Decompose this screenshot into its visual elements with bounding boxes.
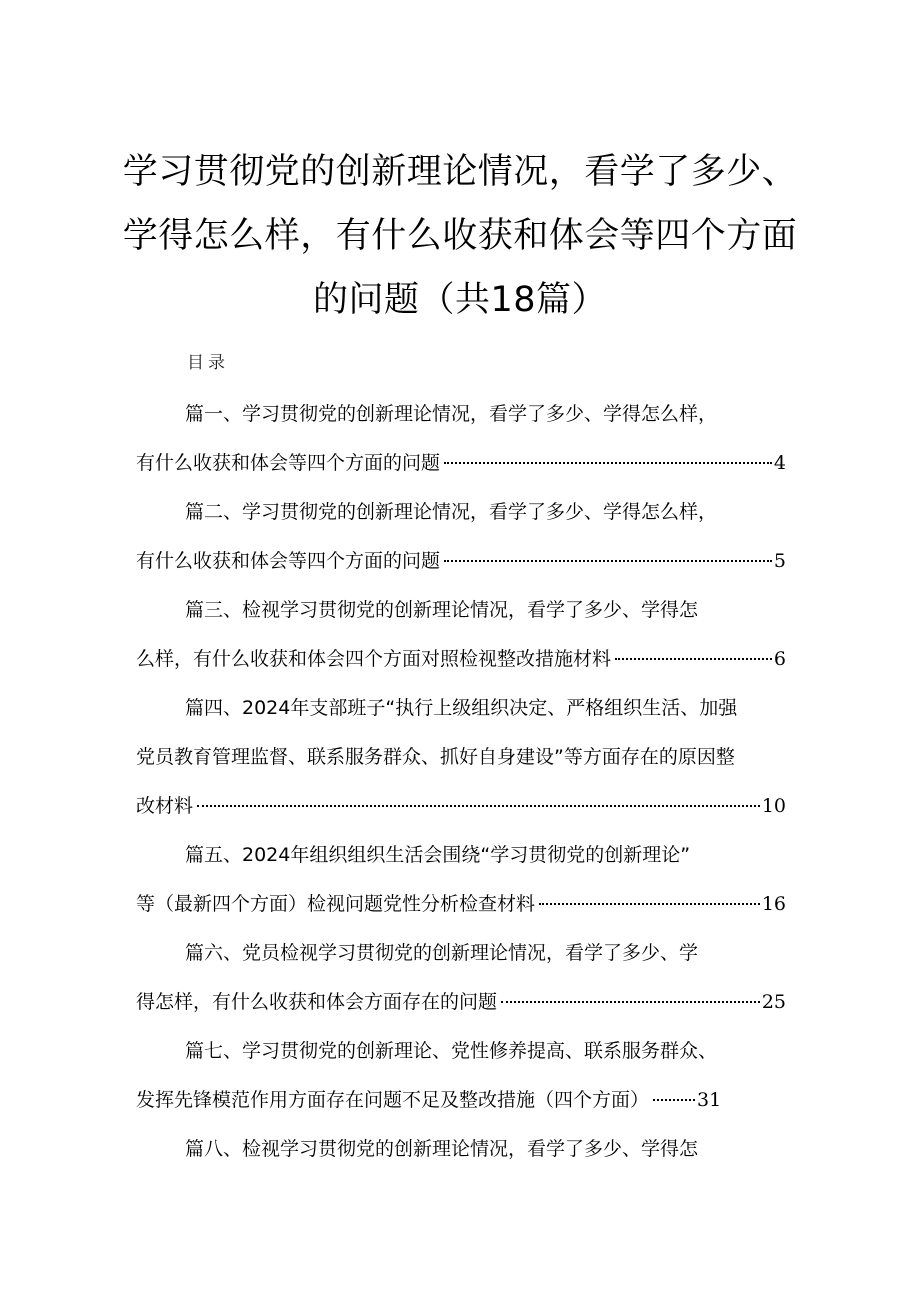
toc-dot-leader	[444, 560, 772, 562]
toc-entry[interactable]	[136, 929, 786, 1027]
toc-page-number: 16	[761, 893, 786, 915]
toc-entry-text: 篇八、检视学习贯彻党的创新理论情况，看学了多少、学得怎	[185, 1138, 699, 1160]
toc-label: 目录	[187, 353, 229, 373]
toc-dot-leader	[444, 462, 772, 464]
toc-entry[interactable]	[136, 1027, 786, 1125]
toc-page-number: 10	[761, 795, 786, 817]
toc-entry-text: 篇七、学习贯彻党的创新理论、党性修养提高、联系服务群众、	[185, 1040, 718, 1062]
toc-entry[interactable]	[136, 390, 786, 488]
toc-entry-text: 篇三、检视学习贯彻党的创新理论情况，看学了多少、学得怎	[185, 599, 699, 621]
toc-entry-text: 么样，有什么收获和体会四个方面对照检视整改措施材料	[136, 648, 612, 670]
toc-entry[interactable]	[136, 684, 786, 831]
toc-entry-text: 发挥先锋模范作用方面存在问题不足及整改措施（四个方面）	[136, 1089, 650, 1111]
toc-entry-text: 得怎样，有什么收获和体会方面存在的问题	[136, 991, 498, 1013]
title-line-3: 的问题（共18篇）	[312, 280, 608, 320]
toc-entry[interactable]	[136, 586, 786, 684]
toc-entry-text: 篇五、2024年组织组织生活会围绕“学习贯彻党的创新理论”	[185, 844, 691, 866]
toc-dot-leader	[539, 903, 760, 905]
toc-dot-leader	[501, 1001, 760, 1003]
toc-entry-text: 改材料	[136, 795, 194, 817]
toc-page-number: 31	[697, 1089, 722, 1111]
document-title	[60, 140, 860, 332]
title-line-1: 学习贯彻党的创新理论情况，看学了多少、	[122, 152, 798, 192]
table-of-contents	[136, 390, 786, 1174]
toc-entry-text: 篇一、学习贯彻党的创新理论情况，看学了多少、学得怎么样，	[185, 403, 718, 425]
toc-entry-text: 篇六、党员检视学习贯彻党的创新理论情况，看学了多少、学	[185, 942, 699, 964]
toc-page-number: 6	[773, 648, 786, 670]
toc-entry[interactable]	[136, 488, 786, 586]
toc-entry-text: 等（最新四个方面）检视问题党性分析检查材料	[136, 893, 536, 915]
toc-page-number: 5	[773, 550, 786, 572]
toc-page-number: 4	[773, 452, 786, 474]
title-line-2: 学得怎么样，有什么收获和体会等四个方面	[122, 216, 798, 256]
toc-page-number: 25	[761, 991, 786, 1013]
toc-entry[interactable]	[136, 1125, 786, 1174]
toc-entry-text: 党员教育管理监督、联系服务群众、抓好自身建设”等方面存在的原因整	[136, 746, 735, 768]
toc-dot-leader	[197, 805, 760, 807]
toc-entry-text: 有什么收获和体会等四个方面的问题	[136, 550, 441, 572]
toc-entry[interactable]	[136, 831, 786, 929]
toc-dot-leader	[653, 1099, 695, 1101]
toc-entry-text: 篇四、2024年支部班子“执行上级组织决定、严格组织生活、加强	[185, 697, 738, 719]
toc-dot-leader	[615, 658, 772, 660]
toc-entry-text: 有什么收获和体会等四个方面的问题	[136, 452, 441, 474]
toc-entry-text: 篇二、学习贯彻党的创新理论情况，看学了多少、学得怎么样，	[185, 501, 718, 523]
